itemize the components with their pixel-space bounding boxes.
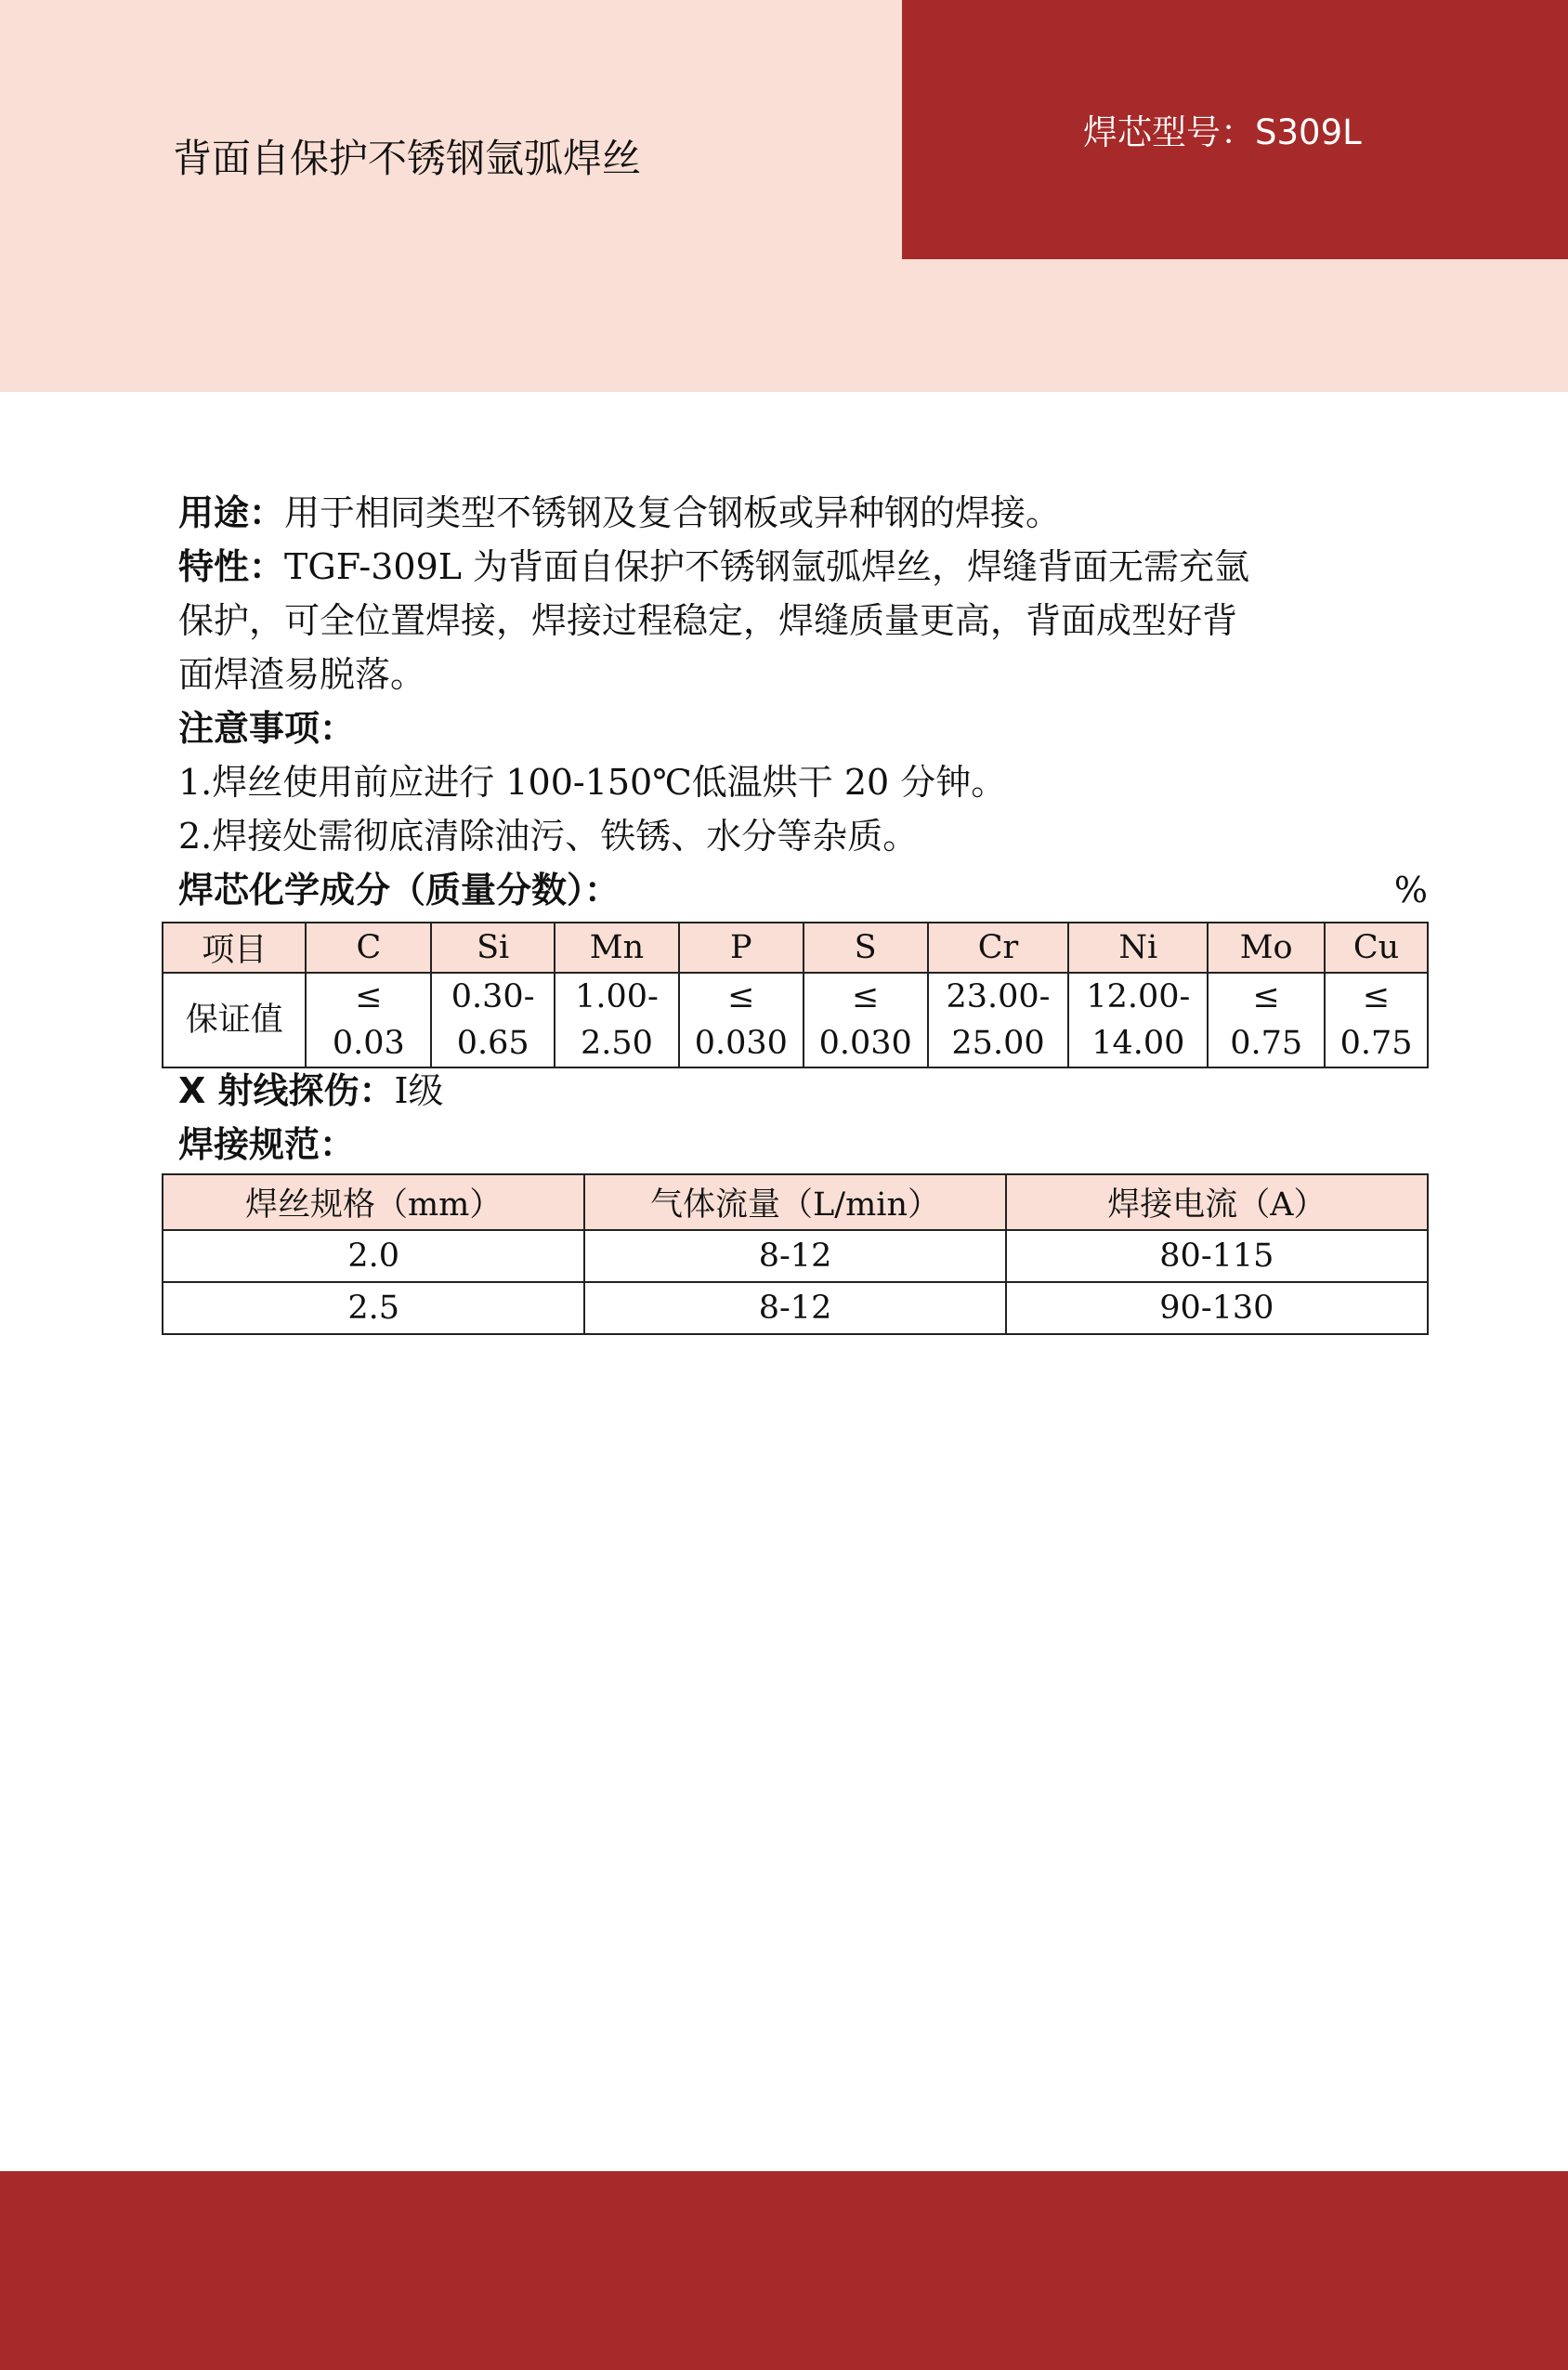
feature-line-2: 保护，可全位置焊接，焊接过程稳定，焊缝质量更高，背面成型好背 (178, 600, 1238, 641)
chem-value-top: 23.00- (946, 978, 1051, 1015)
chem-header-cell: Cr (928, 923, 1069, 973)
product-title: 背面自保护不锈钢氩弧焊丝 (173, 136, 642, 181)
chem-row-label: 保证值 (163, 973, 306, 1067)
chemical-composition-table (162, 922, 1429, 1068)
model-label: 焊芯型号：S309L (1083, 112, 1362, 152)
feature-text-1: TGF-309L 为背面自保护不锈钢氩弧焊丝，焊缝背面无需充氩 (284, 546, 1250, 587)
note-2: 2.焊接处需彻底清除油污、铁锈、水分等杂质。 (178, 816, 919, 857)
weld-header-cell: 焊接电流（A） (1006, 1174, 1428, 1230)
chem-value-cell (555, 973, 679, 1067)
chem-header-cell: Si (431, 923, 555, 973)
content-lower (178, 1064, 1428, 1172)
chem-value-cell (1325, 973, 1428, 1067)
chem-header-cell: C (306, 923, 431, 973)
weld-label: 焊接规范： (178, 1124, 356, 1165)
weld-cell: 8-12 (584, 1230, 1005, 1282)
chem-header-row (163, 923, 1428, 973)
chem-value-cell (1208, 973, 1325, 1067)
feature-line-1 (178, 540, 1428, 594)
chem-value-bottom: 0.75 (1339, 1025, 1413, 1062)
chem-header-cell: Mn (555, 923, 679, 973)
chem-value-bottom: 0.65 (456, 1025, 529, 1062)
welding-spec-table (162, 1173, 1429, 1335)
chem-value-cell (1068, 973, 1208, 1067)
chem-value-bottom: 14.00 (1091, 1025, 1185, 1062)
weld-row (163, 1282, 1428, 1334)
chem-header-cell: Mo (1208, 923, 1325, 973)
chem-value-row (163, 973, 1428, 1067)
chem-value-bottom: 0.03 (332, 1025, 405, 1062)
feature-line-3: 面焊渣易脱落。 (178, 654, 426, 695)
chem-value-cell (431, 973, 555, 1067)
weld-header-row (163, 1174, 1428, 1230)
notes-label: 注意事项： (178, 708, 356, 749)
weld-cell: 2.5 (163, 1282, 584, 1334)
chem-header-cell: Ni (1068, 923, 1208, 973)
chem-unit: % (1393, 870, 1428, 910)
weld-row (163, 1230, 1428, 1282)
weld-cell: 8-12 (584, 1282, 1005, 1334)
chem-header-cell: P (679, 923, 804, 973)
chem-value-cell (804, 973, 928, 1067)
xray-line (178, 1064, 1428, 1118)
feature-label: 特性： (178, 546, 285, 587)
content (178, 486, 1428, 917)
chem-value-cell (679, 973, 804, 1067)
usage-text: 用于相同类型不锈钢及复合钢板或异种钢的焊接。 (284, 492, 1062, 533)
chem-value-bottom: 2.50 (581, 1025, 653, 1062)
chem-value-top: ≤ (852, 978, 880, 1015)
chem-value-bottom: 25.00 (951, 1025, 1045, 1062)
chem-header-cell: Cu (1325, 923, 1428, 973)
chem-value-bottom: 0.030 (818, 1025, 912, 1062)
weld-cell: 2.0 (163, 1230, 584, 1282)
chem-value-top: ≤ (355, 978, 383, 1015)
usage-label: 用途： (178, 492, 285, 533)
chem-value-cell (306, 973, 431, 1067)
usage-line (178, 486, 1428, 540)
chem-value-bottom: 0.75 (1230, 1025, 1303, 1062)
chem-value-top: 0.30- (451, 978, 535, 1015)
xray-value: Ⅰ级 (394, 1070, 444, 1111)
chem-value-top: ≤ (727, 978, 755, 1015)
chem-value-top: ≤ (1252, 978, 1280, 1015)
chem-header-cell: S (804, 923, 928, 973)
chem-value-cell (928, 973, 1069, 1067)
chem-header-cell: 项目 (163, 923, 306, 973)
chem-value-bottom: 0.030 (694, 1025, 788, 1062)
weld-cell: 90-130 (1006, 1282, 1428, 1334)
chem-heading (178, 863, 1428, 917)
chem-value-top: 12.00- (1086, 978, 1191, 1015)
xray-label: X 射线探伤： (178, 1070, 395, 1111)
chem-value-top: ≤ (1362, 978, 1391, 1015)
chem-value-top: 1.00- (575, 978, 659, 1015)
weld-header-cell: 气体流量（L/min） (584, 1174, 1005, 1230)
weld-header-cell: 焊丝规格（mm） (163, 1174, 584, 1230)
weld-cell: 80-115 (1006, 1230, 1428, 1282)
chem-label: 焊芯化学成分（质量分数）： (178, 870, 621, 910)
note-1: 1.焊丝使用前应进行 100-150℃低温烘干 20 分钟。 (178, 762, 1007, 803)
footer-band (0, 2171, 1568, 2370)
